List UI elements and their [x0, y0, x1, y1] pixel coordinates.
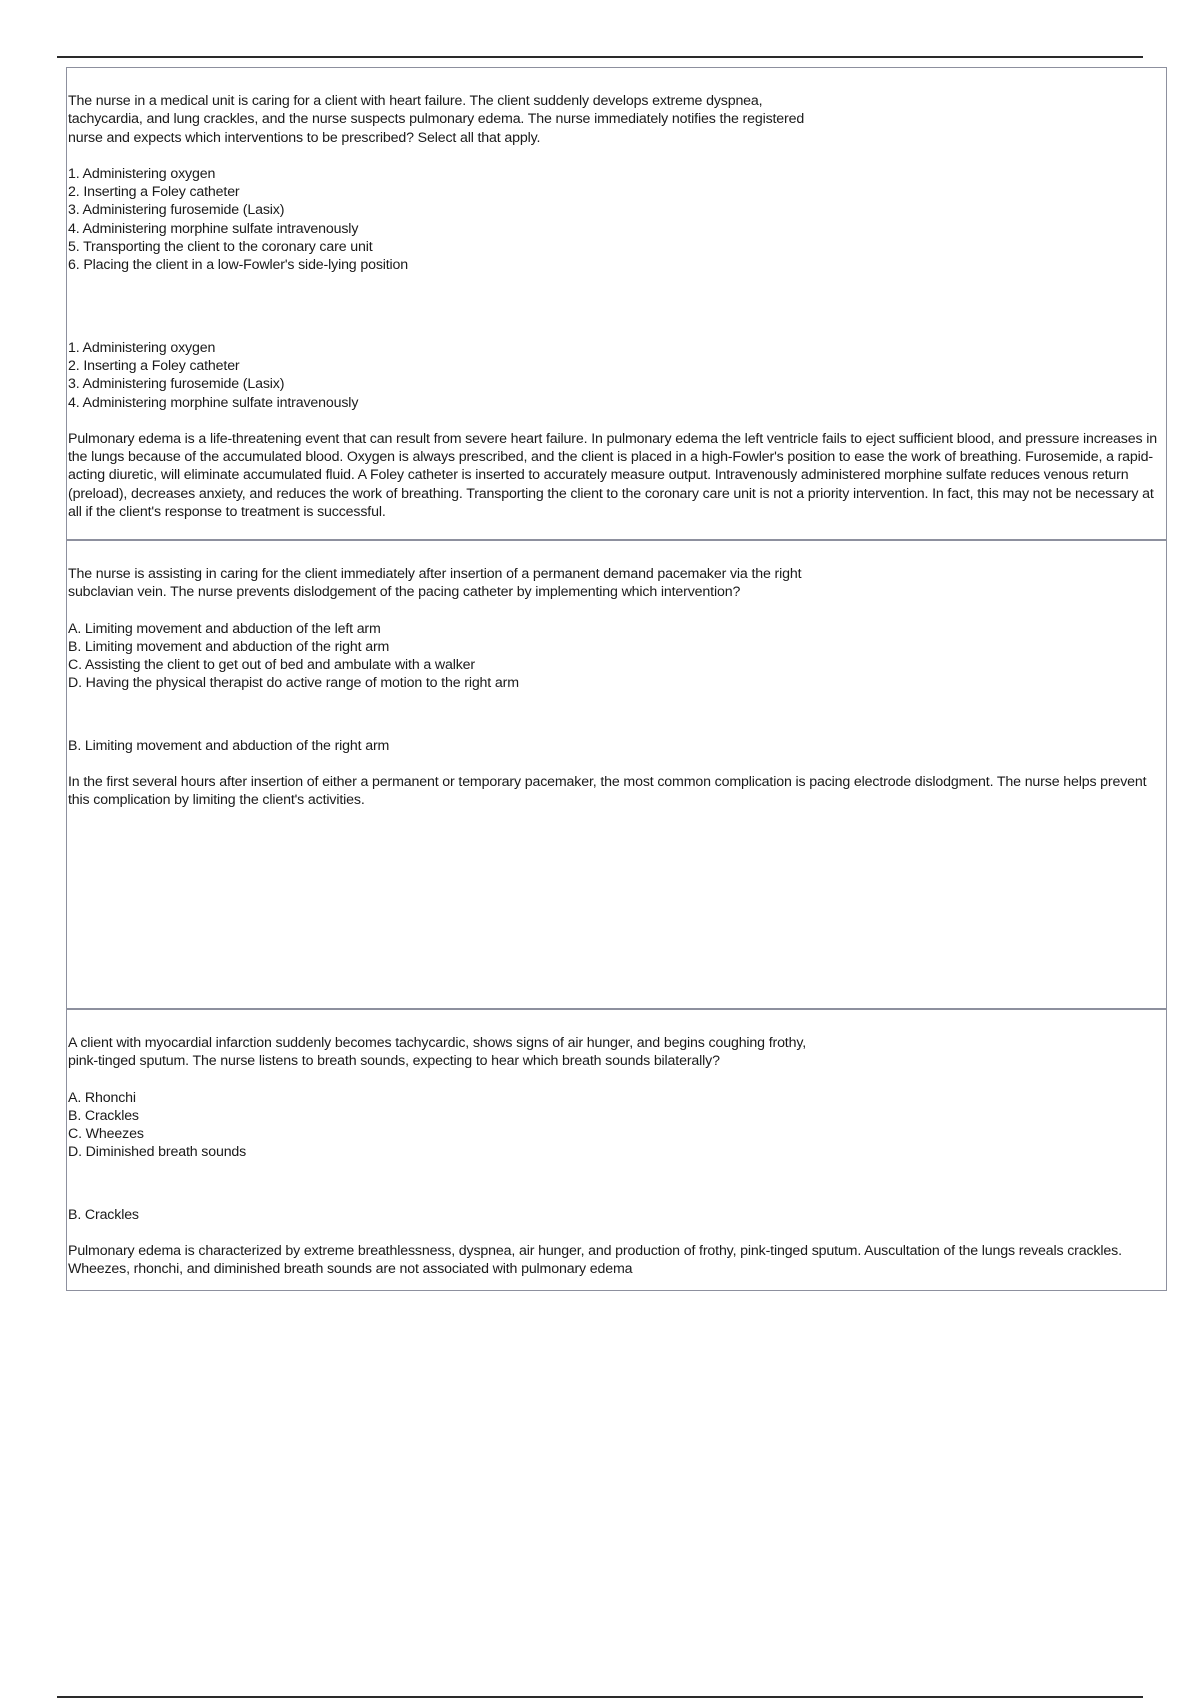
option-item: D. Diminished breath sounds: [68, 1144, 247, 1161]
option-item: D. Having the physical therapist do active range of motion to the right arm: [68, 675, 519, 692]
option-item: C. Wheezes: [68, 1126, 144, 1143]
flashcard-1: [67, 68, 1166, 539]
answer-item: B. Limiting movement and abduction of the right arm: [68, 737, 390, 754]
flashcard-2: [67, 539, 1166, 1008]
option-item: C. Assisting the client to get out of bed and ambulate with a walker: [68, 657, 475, 674]
option-item: 1. Administering oxygen: [68, 165, 216, 182]
option-list: [68, 165, 1158, 275]
option-item: A. Limiting movement and abduction of the left arm: [68, 620, 381, 637]
answer-item: 2. Inserting a Foley catheter: [68, 357, 240, 374]
option-item: 4. Administering morphine sulfate intravenously: [68, 220, 359, 237]
answer-item: B. Crackles: [68, 1206, 139, 1223]
answer-item: 3. Administering furosemide (Lasix): [68, 376, 285, 393]
option-item: 6. Placing the client in a low-Fowler's side-lying position: [68, 257, 409, 274]
rationale-text: In the first several hours after insertion of either a permanent or temporary pacemaker, the most common complication is pacing electrode dislodgment. The nurse helps prevent this complication by limiting the client's activities.: [68, 774, 1147, 809]
flashcard-3: [67, 1008, 1166, 1290]
option-item: B. Limiting movement and abduction of the right arm: [68, 638, 390, 655]
flashcard-list: [66, 67, 1167, 1291]
option-list: [68, 1089, 1158, 1162]
question-text: A client with myocardial infarction suddenly becomes tachycardic, shows signs of air hunger, and begins coughing frothy, pink-tinged sputum. The nurse listens to breath sounds, expecting to hear which breath sounds bilaterally?: [68, 1035, 807, 1070]
option-item: 2. Inserting a Foley catheter: [68, 184, 240, 201]
question-text: The nurse is assisting in caring for the client immediately after insertion of a permanent demand pacemaker via the right subclavian vein. The nurse prevents dislodgement of the pacing catheter by implementing which intervention?: [68, 566, 802, 601]
rationale-text: Pulmonary edema is a life-threatening event that can result from severe heart failure. In pulmonary edema the left ventricle fails to eject sufficient blood, and pressure increases in the lungs because of the accumulated blood. Oxygen is always prescribed, and the client is placed in a high-Fowler's position to ease the work of breathing. Furosemide, a rapid-acting diuretic, will eliminate accumulated fluid. A Foley catheter is inserted to accurately measure output. Intravenously administered morphine sulfate reduces venous return (preload), decreases anxiety, and reduces the work of breathing. Transporting the client to the coronary care unit is not a priority intervention. In fact, this may not be necessary at all if the client's response to treatment is successful.: [68, 430, 1157, 521]
option-item: 5. Transporting the client to the coronary care unit: [68, 239, 373, 256]
option-item: 3. Administering furosemide (Lasix): [68, 202, 285, 219]
answer-list: [68, 1206, 1158, 1224]
header-rule: [57, 56, 1143, 58]
answer-list: [68, 339, 1158, 412]
question-text: The nurse in a medical unit is caring for a client with heart failure. The client suddenly develops extreme dyspnea, tachycardia, and lung crackles, and the nurse suspects pulmonary edema. The nurse immediately notifies the registered nurse and expects which interventions to be prescribed? Select all that apply.: [68, 93, 805, 146]
option-item: A. Rhonchi: [68, 1089, 136, 1106]
answer-list: [68, 737, 1158, 755]
option-list: [68, 620, 1158, 693]
answer-item: 1. Administering oxygen: [68, 339, 216, 356]
option-item: B. Crackles: [68, 1107, 139, 1124]
rationale-text: Pulmonary edema is characterized by extreme breathlessness, dyspnea, air hunger, and production of frothy, pink-tinged sputum. Auscultation of the lungs reveals crackles. Wheezes, rhonchi, and diminished breath sounds are not associated with pulmonary edema: [68, 1243, 1122, 1278]
footer-rule: [57, 1696, 1143, 1698]
answer-item: 4. Administering morphine sulfate intravenously: [68, 394, 359, 411]
